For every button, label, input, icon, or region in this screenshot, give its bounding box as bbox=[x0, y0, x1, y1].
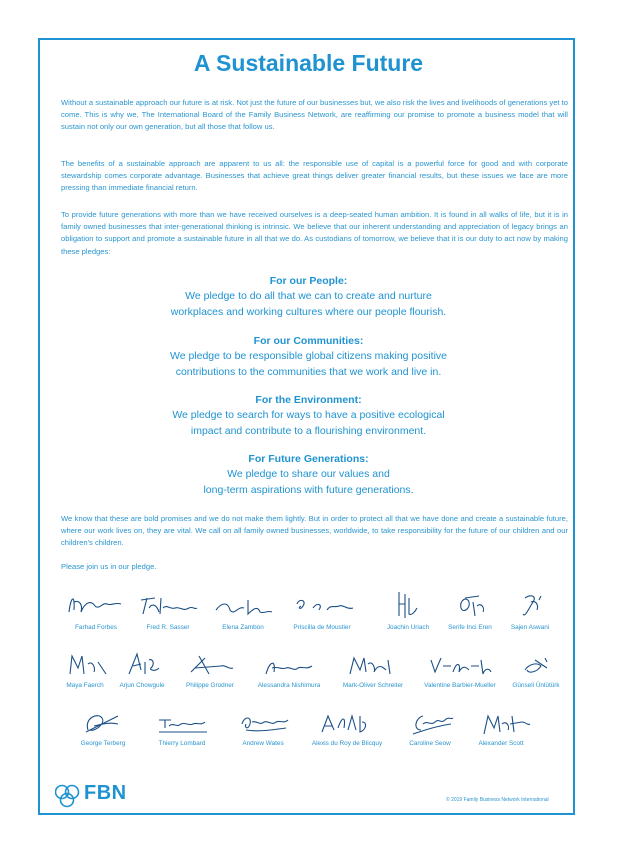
signatory-name: Alexis du Roy de Blicquy bbox=[311, 740, 383, 747]
signatory-name: Sajen Aswani bbox=[510, 624, 550, 631]
signature-block bbox=[56, 588, 136, 631]
signature-block bbox=[249, 650, 329, 689]
signatory-name: Elena Zambon bbox=[222, 624, 264, 631]
signature-block bbox=[282, 588, 362, 631]
page-title: A Sustainable Future bbox=[193, 50, 424, 76]
signatory-name: Fred R. Sasser bbox=[146, 624, 190, 631]
signatory-name: Joachin Uriach bbox=[386, 624, 430, 631]
pledge-heading: For our Communities: bbox=[253, 335, 364, 347]
fbn-logo-text: FBN bbox=[84, 782, 127, 804]
signature-block bbox=[496, 650, 576, 689]
pledge-text: impact and contribute to a flourishing environment. bbox=[190, 425, 427, 437]
signatory-name: Farhad Forbes bbox=[75, 624, 117, 631]
benefits-paragraph: The benefits of a sustainable approach are apparent to us all: the responsible use of capital is a powerful force for good and with corporate stewardship comes corporate advantage. Businesses that achieve great things deliver greater financial results, but these issues we face are more pressing than immediate financial return. bbox=[61, 159, 568, 193]
signature-block bbox=[307, 708, 387, 747]
pledge-text: We pledge to be responsible global citizens making positive bbox=[169, 350, 448, 362]
invitation-text: Please join us in our pledge. bbox=[61, 562, 157, 571]
pledge-people bbox=[0, 274, 617, 320]
pledge-future-generations bbox=[0, 452, 617, 498]
handwritten-signature-graphic bbox=[425, 650, 495, 680]
signature-block bbox=[490, 588, 570, 631]
pledge-text: We pledge to search for ways to have a positive ecological bbox=[172, 409, 445, 421]
pledge-text: contributions to the communities that we work and live in. bbox=[175, 366, 442, 378]
handwritten-signature-graphic bbox=[175, 650, 245, 680]
signature-block bbox=[390, 708, 470, 747]
signatory-name: Günseli Ünlütürk bbox=[512, 682, 560, 689]
handwritten-signature-graphic bbox=[133, 588, 203, 622]
signatory-name: Philippe Grodner bbox=[186, 682, 234, 689]
intro-paragraph: Without a sustainable approach our future is at risk. Not just the future of our businesses but, we also risk the lives and livelihoods of generations yet to come. This is why we, The International Board of the Family Business Network, are reaffirming our promise to promote a business model that will sustain not only our own generation, but all those that follow us. bbox=[61, 98, 568, 132]
handwritten-signature-graphic bbox=[68, 708, 138, 738]
handwritten-signature-graphic bbox=[61, 588, 131, 622]
signature-block bbox=[142, 708, 222, 747]
pledge-text: long-term aspirations with future generations. bbox=[203, 484, 414, 496]
signatory-name: Maya Faerch bbox=[66, 682, 104, 689]
signatory-name: Valentine Barbier-Mueller bbox=[424, 682, 496, 689]
signatory-name: Alexander Scott bbox=[478, 740, 524, 747]
handwritten-signature-graphic bbox=[312, 708, 382, 738]
pledge-heading: For Future Generations: bbox=[248, 453, 369, 465]
pledge-heading: For our People: bbox=[269, 275, 348, 287]
signature-block bbox=[203, 588, 283, 631]
signatory-name: Caroline Seow bbox=[409, 740, 451, 747]
signature-block bbox=[223, 708, 303, 747]
signatory-name: Alessandra Nishimura bbox=[257, 682, 321, 689]
signature-block bbox=[420, 650, 500, 689]
handwritten-signature-graphic bbox=[501, 650, 571, 680]
pledge-text: workplaces and working cultures where our people flourish. bbox=[170, 306, 447, 318]
pledge-text: We pledge to share our values and bbox=[227, 468, 390, 480]
signatory-name: Thierry Lombard bbox=[158, 740, 206, 747]
handwritten-signature-graphic bbox=[338, 650, 408, 680]
signatory-name: Priscilla de Moustier bbox=[293, 624, 351, 631]
handwritten-signature-graphic bbox=[228, 708, 298, 738]
signatory-name: Mark-Oliver Schreiter bbox=[342, 682, 404, 689]
handwritten-signature-graphic bbox=[395, 708, 465, 738]
handwritten-signature-graphic bbox=[287, 588, 357, 622]
handwritten-signature-graphic bbox=[495, 588, 565, 622]
handwritten-signature-graphic bbox=[254, 650, 324, 680]
pledge-text: We pledge to do all that we can to create and nurture bbox=[185, 290, 432, 302]
signatory-name: Arjun Chowgule bbox=[119, 682, 165, 689]
signatory-name: Serife Inci Eren bbox=[448, 624, 492, 631]
handwritten-signature-graphic bbox=[208, 588, 278, 622]
signature-block bbox=[461, 708, 541, 747]
closing-paragraph: We know that these are bold promises and we do not make them lightly. But in order to protect all that we have done and create a sustainable future, where our work lives on, they are vital. We call on all family owned businesses, worldwide, to take responsibility for the future of our children and our children's children. bbox=[61, 514, 568, 548]
signature-block bbox=[63, 708, 143, 747]
ambition-paragraph: To provide future generations with more than we have received ourselves is a deep-seated human ambition. It is found in all walks of life, but it is in family owned businesses that inter-generational thinking is intrinsic. We believe that our inherent understanding and appreciation of legacy brings an obligation to support and promote a sustainable future in all that we do. As custodians of tomorrow, we believe that it is our duty to act now by making these pledges: bbox=[61, 210, 568, 256]
signature-block bbox=[128, 588, 208, 631]
handwritten-signature-graphic bbox=[107, 650, 177, 680]
pledge-communities bbox=[0, 334, 617, 380]
signatory-name: George Terberg bbox=[80, 740, 126, 747]
signatory-name: Andrew Wates bbox=[242, 740, 284, 747]
signature-block bbox=[333, 650, 413, 689]
pledge-heading: For the Environment: bbox=[255, 394, 362, 406]
handwritten-signature-graphic bbox=[147, 708, 217, 738]
signature-block bbox=[170, 650, 250, 689]
pledge-environment bbox=[0, 393, 617, 439]
handwritten-signature-graphic bbox=[466, 708, 536, 738]
copyright-notice: © 2019 Family Business Network International bbox=[446, 797, 549, 803]
